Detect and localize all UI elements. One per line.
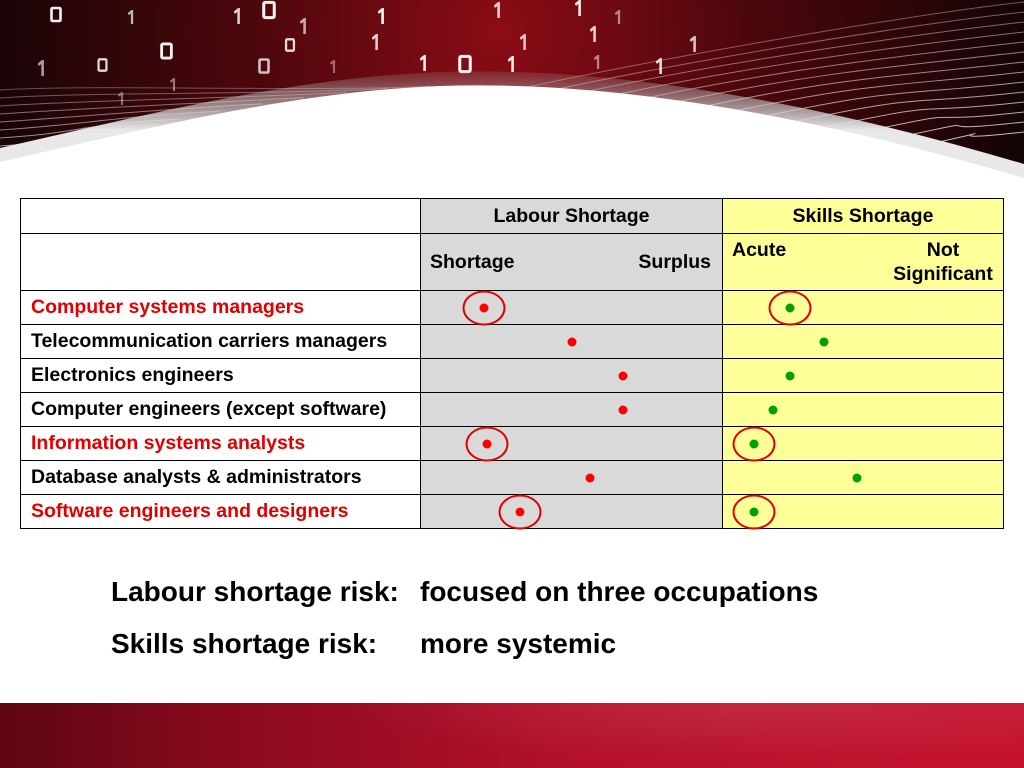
skills-shortage-header-label: Skills Shortage bbox=[792, 204, 934, 227]
occupation-cell bbox=[21, 393, 420, 426]
labour-shortage-dot bbox=[483, 439, 492, 448]
labour-shortage-cell bbox=[421, 461, 722, 494]
labour-scale-header bbox=[421, 234, 722, 290]
header-empty-cell bbox=[21, 234, 420, 290]
labour-risk-note bbox=[111, 575, 991, 609]
banner-graphic bbox=[0, 0, 1024, 200]
skills-shortage-cell bbox=[723, 393, 1003, 426]
table-row bbox=[21, 495, 1003, 528]
skills-scale-header bbox=[723, 234, 1003, 290]
note-label: Skills shortage risk: bbox=[111, 628, 378, 659]
occupation-cell bbox=[21, 427, 420, 460]
table-row bbox=[21, 359, 1003, 392]
occupation-cell bbox=[21, 291, 420, 324]
labour-shortage-header bbox=[421, 199, 722, 233]
skills-risk-note bbox=[111, 627, 991, 661]
note-label: Labour shortage risk: bbox=[111, 576, 399, 607]
skills-shortage-dot bbox=[786, 303, 795, 312]
skills-scale-high-label: Not Significant bbox=[893, 239, 993, 285]
labour-shortage-cell bbox=[421, 495, 722, 528]
occupation-label: Computer engineers (except software) bbox=[31, 398, 387, 420]
table-row bbox=[21, 393, 1003, 426]
skills-shortage-dot bbox=[749, 507, 758, 516]
skills-shortage-cell bbox=[723, 495, 1003, 528]
table-row bbox=[21, 291, 1003, 324]
skills-shortage-cell bbox=[723, 359, 1003, 392]
skills-shortage-dot bbox=[749, 439, 758, 448]
labour-shortage-dot bbox=[618, 405, 627, 414]
skills-shortage-dot bbox=[769, 405, 778, 414]
labour-shortage-dot bbox=[516, 507, 525, 516]
occupation-cell bbox=[21, 359, 420, 392]
labour-shortage-cell bbox=[421, 291, 722, 324]
footer-band bbox=[0, 703, 1024, 768]
labour-shortage-cell bbox=[421, 427, 722, 460]
occupation-label: Software engineers and designers bbox=[31, 500, 349, 522]
labour-scale-high-label: Surplus bbox=[638, 250, 711, 273]
labour-shortage-dot bbox=[480, 303, 489, 312]
occupation-label: Database analysts & administrators bbox=[31, 466, 362, 488]
skills-shortage-cell bbox=[723, 325, 1003, 358]
table-scale-row bbox=[21, 234, 1003, 290]
note-text: more systemic bbox=[420, 628, 617, 659]
skills-shortage-header bbox=[723, 199, 1003, 233]
occupation-cell bbox=[21, 461, 420, 494]
skills-shortage-dot bbox=[853, 473, 862, 482]
table-row bbox=[21, 427, 1003, 460]
labour-shortage-dot bbox=[567, 337, 576, 346]
note-text: focused on three occupations bbox=[420, 576, 819, 607]
skills-shortage-cell bbox=[723, 427, 1003, 460]
skills-shortage-cell bbox=[723, 461, 1003, 494]
labour-shortage-cell bbox=[421, 325, 722, 358]
skills-scale-low-label: Acute bbox=[732, 239, 787, 261]
occupation-label: Electronics engineers bbox=[31, 364, 234, 386]
skills-shortage-cell bbox=[723, 291, 1003, 324]
occupation-label: Computer systems managers bbox=[31, 296, 305, 318]
header-empty-cell bbox=[21, 199, 420, 233]
labour-scale-low-label: Shortage bbox=[430, 250, 515, 273]
occupation-cell bbox=[21, 325, 420, 358]
labour-shortage-dot bbox=[585, 473, 594, 482]
labour-shortage-cell bbox=[421, 359, 722, 392]
skills-shortage-dot bbox=[786, 371, 795, 380]
occupation-label: Information systems analysts bbox=[31, 432, 306, 454]
skills-shortage-dot bbox=[819, 337, 828, 346]
table-row bbox=[21, 461, 1003, 494]
labour-shortage-cell bbox=[421, 393, 722, 426]
labour-shortage-header-label: Labour Shortage bbox=[493, 204, 650, 227]
labour-shortage-dot bbox=[618, 371, 627, 380]
occupation-label: Telecommunication carriers managers bbox=[31, 330, 388, 352]
table-row bbox=[21, 325, 1003, 358]
occupation-cell bbox=[21, 495, 420, 528]
occupation-shortage-table bbox=[20, 198, 1004, 529]
table-header-row bbox=[21, 199, 1003, 233]
